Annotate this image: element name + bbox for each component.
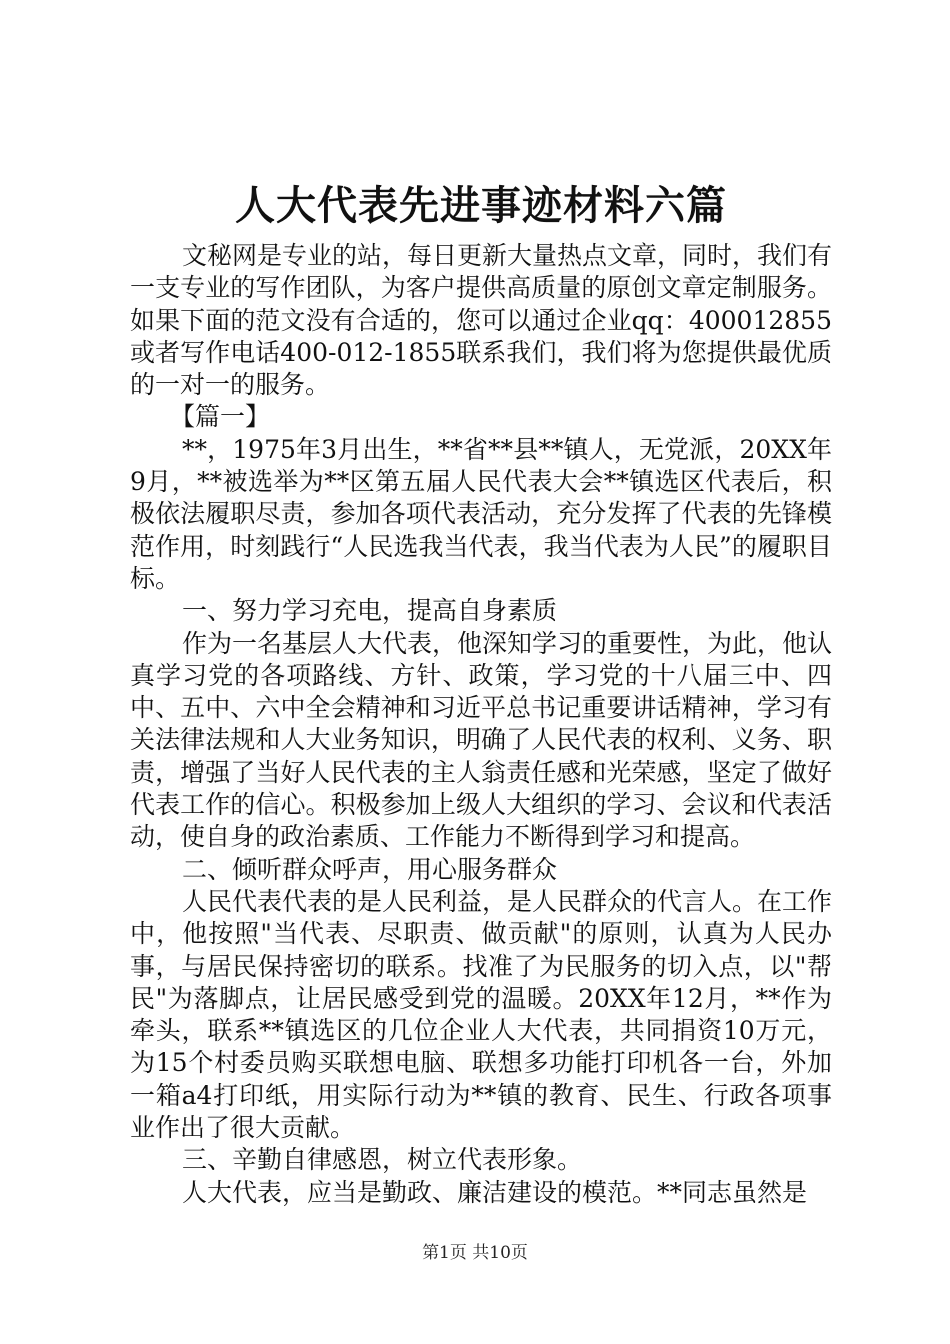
- body-paragraph-3: 人民代表代表的是人民利益，是人民群众的代言人。在工作中，他按照"当代表、尽职责、做贡献"的原则，认真为人民办事，与居民保持密切的联系。找准了为民服务的切入点，以"帮民"为落脚点，让居民感受到党的温暖。20XX年12月，**作为牵头，联系**镇选区的几位企业人大代表，共同捐资10万元，为15个村委员购买联想电脑、联想多功能打印机各一台，外加一箱a4打印纸，用实际行动为**镇的教育、民生、行政各项事业作出了很大贡献。: [130, 886, 833, 1143]
- document-title: 人大代表先进事迹材料六篇: [235, 182, 727, 229]
- page-number: 第1页 共10页: [422, 1243, 528, 1263]
- body-paragraph-1: **，1975年3月出生，**省**县**镇人，无党派，20XX年9月，**被选举为**区第五届人民代表大会**镇选区代表后，积极依法履职尽责，参加各项代表活动，充分发挥了代表的先锋模范作用，时刻践行“人民选我当代表，我当代表为人民”的履职目标。: [130, 434, 832, 593]
- section-heading-1: 一、努力学习充电，提高自身素质: [182, 596, 558, 626]
- section-heading-3: 三、辛勤自律感恩，树立代表形象。: [182, 1145, 583, 1175]
- document-page: [130, 178, 832, 1209]
- body-paragraph-2: 作为一名基层人大代表，他深知学习的重要性，为此，他认真学习党的各项路线、方针、政策，学习党的十八届三中、四中、五中、六中全会精神和习近平总书记重要讲话精神，学习有关法律法规和人大业务知识，明确了人民代表的权利、义务、职责，增强了当好人民代表的主人翁责任感和光荣感，坚定了做好代表工作的信心。积极参加上级人大组织的学习、会议和代表活动，使自身的政治素质、工作能力不断得到学习和提高。: [130, 628, 833, 852]
- body-paragraph-4: 人大代表，应当是勤政、廉洁建设的模范。**同志虽然是: [182, 1177, 808, 1207]
- page-footer: [0, 1242, 950, 1264]
- section-label: 【篇一】: [170, 402, 271, 432]
- section-heading-2: 二、倾听群众呼声，用心服务群众: [182, 854, 558, 884]
- intro-paragraph: 文秘网是专业的站，每日更新大量热点文章，同时，我们有一支专业的写作团队，为客户提供高质量的原创文章定制服务。如果下面的范文没有合适的，您可以通过企业qq：400012855或者写作电话400-012-1855联系我们，我们将为您提供最优质的一对一的服务。: [130, 241, 833, 400]
